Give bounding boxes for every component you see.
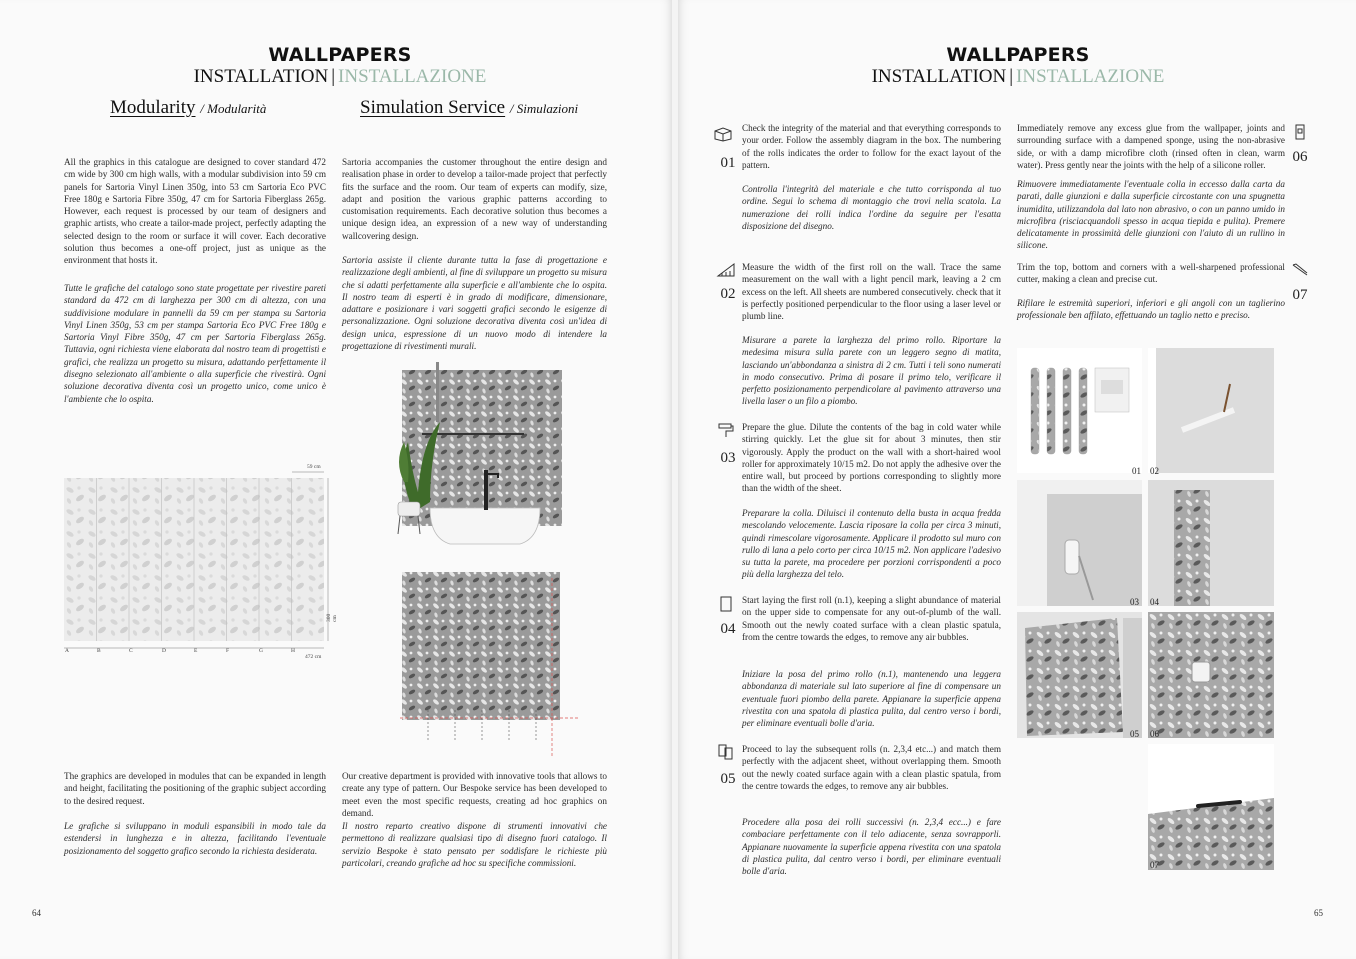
rolls-illustration bbox=[1017, 348, 1142, 473]
right-page bbox=[678, 0, 1356, 959]
install-photo-04 bbox=[1148, 480, 1274, 606]
modularity-title: Modularity bbox=[110, 97, 196, 118]
right-subtitle-sep: | bbox=[1009, 66, 1014, 87]
step-05-text-it: Procedere alla posa dei rolli successivi (n. 2,3,4 ecc...) e fare combaciare perfettamente con il telo adiacente, senza sovrapporli. Appianare nuovamente la superficie appena rivestita con una spatola di plastica pulita, dal centro verso i bordi, per eliminare eventuali bolle d'aria. bbox=[742, 817, 1001, 877]
step-03-number: 03 bbox=[720, 450, 736, 466]
photo-label-05: 05 bbox=[1130, 729, 1139, 739]
simulation-subtitle: / Simulazioni bbox=[509, 101, 579, 116]
simulation-text2-it: Il nostro reparto creativo dispone di strumenti innovativi che permettono di realizzare qualsiasi tipo di disegno fuori catalogo. Il servizio Bespoke è stato pensato per soddisfare le richieste più particolari, creando grafiche ad hoc su specifiche commissioni. bbox=[342, 821, 607, 868]
pattern-guides-svg bbox=[400, 570, 586, 756]
step-02-text-en: Measure the width of the first roll on the wall. Trace the same measurement on the wall with a light pencil mark, leaving a 2 cm excess on the left. All sheets are numbered consecutively. check that it is perfectly positioned perpendicular to the floor using a laser level or plumb line. bbox=[742, 262, 1001, 322]
photo-label-02: 02 bbox=[1150, 466, 1159, 476]
bathroom-simulation-image bbox=[384, 362, 574, 552]
dim-panel-width: 59 cm bbox=[307, 464, 321, 470]
left-subtitle-en: INSTALLATION bbox=[193, 66, 329, 87]
right-subtitle bbox=[828, 66, 1208, 88]
step-05-text-en: Proceed to lay the subsequent rolls (n. 2,3,4 etc...) and match them perfectly with the adjacent sheet, without overlapping them. Smooth out the newly coated surface again with a clean plastic spatula, from the centre towards the edges, to remove any air bubbles. bbox=[742, 744, 1001, 791]
cutter-trim-illustration bbox=[1148, 744, 1274, 870]
cutter-icon bbox=[1290, 262, 1310, 278]
step-07-number: 07 bbox=[1292, 287, 1308, 303]
simulation-text-it: Sartoria assiste il cliente durante tutta la fase di progettazione e realizzazione degli ambienti, al fine di sviluppare un progetto su misura che si adatti perfettamente alla superficie e all'ambiente che lo ospita. Il nostro team di esperti è in grado di modificare, dimensionare, adattare e posizionare i vari soggetti grafici secondo le esigenze di personalizzazione. Ogni soluzione decorativa diventa così un'idea di design unica, espressione di un nuovo modo di intendere la progettazione di rivestimenti murali. bbox=[342, 255, 607, 352]
install-photo-07 bbox=[1148, 744, 1274, 870]
sponge-icon bbox=[1290, 124, 1310, 140]
simulation-heading bbox=[360, 96, 578, 121]
modularity-subtitle: / Modularità bbox=[200, 101, 267, 116]
sheet-icon bbox=[716, 596, 736, 612]
photo-label-06: 06 bbox=[1150, 729, 1159, 739]
step-04-text-en: Start laying the first roll (n.1), keeping a slight abundance of material on the upper side to compensate for any out-of-plumb of the wall. Smooth out the newly coated surface with a clean plastic spatula, from the centre towards the edges, to remove any air bubbles. bbox=[742, 595, 1001, 642]
step-06-text-it: Rimuovere immediatamente l'eventuale colla in eccesso dalla carta da parati, dalle giunzioni e dalla superficie circostante con una spugnetta inumidita, utilizzandola dal lato non abrasivo, o con un panno umido in microfibra (risciacquandoli spesso in acqua tiepida e pulita). Premere delicatamente in prossimità delle giunzioni con l'aiuto di un rullino in silicone. bbox=[1017, 179, 1285, 251]
left-page bbox=[0, 0, 672, 959]
install-photo-05 bbox=[1017, 612, 1142, 738]
step-04-number: 04 bbox=[720, 621, 736, 637]
right-title-block bbox=[828, 44, 1208, 88]
column-label-d: D bbox=[162, 648, 166, 654]
bathroom-svg bbox=[384, 362, 574, 552]
left-title: WALLPAPERS bbox=[268, 44, 412, 66]
left-title-block bbox=[150, 44, 530, 88]
sheets-icon bbox=[716, 744, 736, 760]
modularity-heading bbox=[110, 96, 266, 121]
box-icon bbox=[713, 126, 733, 142]
column-label-g: G bbox=[259, 648, 263, 654]
modular-wall-diagram bbox=[64, 462, 340, 662]
modularity-text-it: Tutte le grafiche del catalogo sono state progettate per rivestire pareti standard da 472 cm di larghezza per 300 cm di altezza, con una suddivisione modulare in pannelli da 59 cm per stampa su Sartoria Vinyl Linen 350g, 53 cm per stampa Sartoria Eco PVC Free 180g e Sartoria Vinyl Fibre 350g, 47 cm per Sartoria Fiberglass 265g. Tuttavia, ogni richiesta viene elaborata dal nostro team di progettisti e grafici, che realizza un progetto su misura, adattando perfettamente il disegno selezionato all'ambiente o alla superficie che rivestirà. Ogni soluzione decorativa diventa così un progetto unico, come unico è l'ambiente che lo ospita. bbox=[64, 283, 326, 404]
column-label-e: E bbox=[194, 648, 198, 654]
simulation-text-en: Sartoria accompanies the customer throughout the entire design and realisation phase in order to develop a tailor-made project that perfectly fits the surface and the room. Our team of experts can modify, size, adapt and position the various graphic patterns according to customisation requirements. Each decorative solution thus becomes a unique design idea, an expression of a new way of understanding wallcovering design. bbox=[342, 157, 607, 241]
photo-label-01: 01 bbox=[1132, 466, 1141, 476]
install-photo-03 bbox=[1017, 480, 1142, 606]
column-label-f: F bbox=[226, 648, 230, 654]
install-photo-06 bbox=[1148, 612, 1274, 738]
step-02-number: 02 bbox=[720, 286, 736, 302]
photo-label-03: 03 bbox=[1130, 597, 1139, 607]
step-01-text-it: Controlla l'integrità del materiale e che tutto corrisponda al tuo ordine. Segui lo schema di montaggio che trovi nella scatola. La numerazione dei rolli indica l'ordine da seguire per l'esatta disposizione del disegno. bbox=[742, 184, 1001, 231]
pattern-layout-image bbox=[400, 570, 586, 756]
step-03-text-it: Preparare la colla. Diluisci il contenuto della busta in acqua fredda mescolando velocemente. Lascia riposare la colla per circa 3 minuti, quindi rimescolare vigorosamente. Applicare il prodotto sul muro con rullo di lana a pelo corto per circa 10/15 m2. Non applicare l'adesivo su tutta la parete, ma procedere per porzioni corrispondenti a poco più della larghezza del telo. bbox=[742, 508, 1001, 580]
roller-wall-illustration bbox=[1017, 480, 1142, 606]
column-label-h: H bbox=[291, 648, 295, 654]
install-photo-02 bbox=[1148, 348, 1274, 473]
simulation-text2-en: Our creative department is provided with innovative tools that allows to create any type of pattern. Our Bespoke service has been developed to meet even the most specific requests, creating ad hoc graphics on demand. bbox=[342, 771, 607, 818]
modular-wall-svg bbox=[64, 462, 340, 662]
left-subtitle-it: INSTALLAZIONE bbox=[338, 66, 487, 87]
left-subtitle bbox=[150, 66, 530, 88]
step-01-number: 01 bbox=[720, 155, 736, 171]
page-number-left: 64 bbox=[32, 908, 41, 918]
dim-wall-height: 300 cm bbox=[326, 613, 338, 622]
sponge-clean-illustration bbox=[1148, 612, 1274, 738]
right-title: WALLPAPERS bbox=[946, 44, 1090, 66]
right-subtitle-en: INSTALLATION bbox=[871, 66, 1007, 87]
modularity-text2-en: The graphics are developed in modules that can be expanded in length and height, facilitating the positioning of the graphic subject according to the desired request. bbox=[64, 771, 326, 806]
column-label-b: B bbox=[97, 648, 101, 654]
step-04-text-it: Iniziare la posa del primo rollo (n.1), mantenendo una leggera abbondanza di materiale sul lato superiore al fine di compensare un eventuale fuori piombo della parete. Appianare la superficie appena rivestita con una spatola di plastica pulita, dal centro verso i bordi, per eliminare eventuali bolle d'aria. bbox=[742, 669, 1001, 729]
sheets-wall-illustration bbox=[1017, 612, 1142, 738]
first-sheet-illustration bbox=[1148, 480, 1274, 606]
step-06-text-en: Immediately remove any excess glue from the wallpaper, joints and surrounding surface with a dampened sponge, using the non-abrasive side, or with a damp microfibre cloth (rinsed often in clean, warm water). Press gently near the joints with the help of a silicone roller. bbox=[1017, 123, 1285, 170]
left-subtitle-sep: | bbox=[331, 66, 336, 87]
page-number-right: 65 bbox=[1314, 908, 1323, 918]
step-07-text-en: Trim the top, bottom and corners with a well-sharpened professional cutter, making a clean and precise cut. bbox=[1017, 262, 1285, 285]
modularity-text-en: All the graphics in this catalogue are designed to cover standard 472 cm wide by 300 cm high walls, with a modular subdivision into 59 cm panels for Sartoria Vinyl Linen 350g, into 53 cm Sartoria Eco PVC Free 180g e Sartoria Fibre 350g, 47 cm for Sartoria Fiberglass 265g. However, each request is processed by our team of designers and graphic artists, who create a tailor-made project, perfectly adapting the selected design to the room or surface it will cover. Each decorative solution thus becomes a one-off project, just as unique as the environment that hosts it. bbox=[64, 157, 326, 266]
pencil-wall-illustration bbox=[1148, 348, 1274, 473]
column-label-c: C bbox=[129, 648, 133, 654]
right-subtitle-it: INSTALLAZIONE bbox=[1016, 66, 1165, 87]
column-label-a: A bbox=[65, 648, 69, 654]
dim-wall-width: 472 cm bbox=[305, 654, 322, 660]
photo-label-07: 07 bbox=[1150, 860, 1159, 870]
install-photo-01 bbox=[1017, 348, 1142, 473]
step-02-text-it: Misurare a parete la larghezza del primo rollo. Riportare la medesima misura sulla parete con un leggero segno di matita, lasciando un'abbondanza a sinistra di 2 cm. Tutti i teli sono numerati in modo consecutivo. Prima di posare il primo telo, verificare il perfetto posizionamento perpendicolare al pavimento attraverso una livella laser o un filo a piombo. bbox=[742, 335, 1001, 407]
step-06-number: 06 bbox=[1292, 149, 1308, 165]
photo-label-04: 04 bbox=[1150, 597, 1159, 607]
paint-roller-icon bbox=[716, 422, 736, 438]
step-03-text-en: Prepare the glue. Dilute the contents of the bag in cold water while stirring quickly. Let the glue sit for about 3 minutes, then stir vigorously. Apply the product on the wall with a short-haired wool roller for approximately 10/15 m2. Do not apply the adhesive over the entire wall, but proceed by portions corresponding to slightly more than the width of the sheet. bbox=[742, 422, 1001, 494]
step-07-text-it: Rifilare le estremità superiori, inferiori e gli angoli con un taglierino professionale ben affilato, effettuando un taglio netto e preciso. bbox=[1017, 298, 1285, 321]
step-01-text-en: Check the integrity of the material and that everything corresponds to your order. Follow the assembly diagram in the box. The numbering of the rolls indicates the order to follow for the exact layout of the pattern. bbox=[742, 123, 1001, 170]
simulation-title: Simulation Service bbox=[360, 97, 506, 118]
modularity-text2-it: Le grafiche si sviluppano in moduli espansibili in modo tale da estendersi in lunghezza e in altezza, facilitando l'eventuale posizionamento del soggetto grafico secondo la richiesta desiderata. bbox=[64, 821, 326, 856]
set-square-icon bbox=[716, 262, 736, 278]
step-05-number: 05 bbox=[720, 771, 736, 787]
